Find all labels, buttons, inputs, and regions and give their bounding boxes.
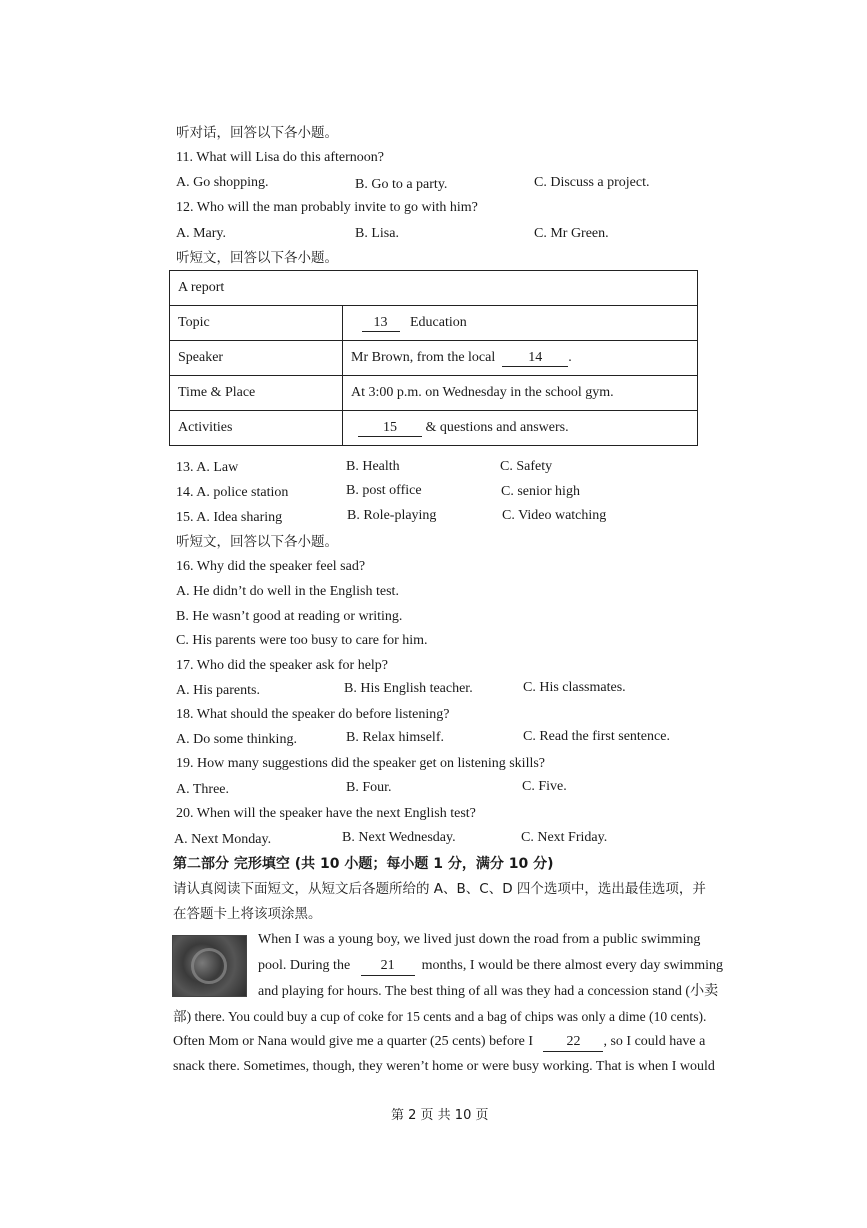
question-19-stem: 19. How many suggestions did the speaker get on listening skills? xyxy=(176,756,546,771)
passage-line-6: snack there. Sometimes, though, they weren’t home or were busy working. That is when I would xyxy=(173,1059,715,1074)
speaker-before: Mr Brown, from the local xyxy=(351,349,496,365)
question-11-option-a: A. Go shopping. xyxy=(176,175,269,190)
question-12-stem: 12. Who will the man probably invite to go with him? xyxy=(176,200,478,215)
table-row xyxy=(170,271,698,306)
question-15-option-b: B. Role-playing xyxy=(347,508,437,523)
speaker-after: . xyxy=(568,349,572,365)
question-17-stem: 17. Who did the speaker ask for help? xyxy=(176,658,389,673)
question-15-option-a: 15. A. Idea sharing xyxy=(176,510,283,525)
question-14-option-c: C. senior high xyxy=(501,484,580,499)
question-17-option-c: C. His classmates. xyxy=(523,680,626,695)
table-value-topic xyxy=(343,306,698,341)
passage-line-2 xyxy=(258,957,723,976)
page-number: 第 2 页 共 10 页 xyxy=(391,1108,489,1123)
passage-line-1: When I was a young boy, we lived just down the road from a public swimming xyxy=(258,932,701,947)
question-20-option-a: A. Next Monday. xyxy=(174,832,272,847)
question-13-option-b: B. Health xyxy=(346,459,400,474)
passage-line-2-b: months, I would be there almost every day swimming xyxy=(421,958,723,973)
question-20-option-c: C. Next Friday. xyxy=(521,830,608,845)
part2-instruction-line2: 在答题卡上将该项涂黑。 xyxy=(173,906,322,922)
question-11-option-c: C. Discuss a project. xyxy=(534,175,650,190)
topic-after: Education xyxy=(410,314,467,330)
blank-15: 15 xyxy=(358,420,422,437)
question-11-option-b: B. Go to a party. xyxy=(355,177,448,192)
question-19-option-b: B. Four. xyxy=(346,780,392,795)
activities-after: & questions and answers. xyxy=(425,419,569,435)
question-12-option-b: B. Lisa. xyxy=(355,226,399,241)
question-12-option-a: A. Mary. xyxy=(176,226,227,241)
blank-13: 13 xyxy=(362,315,400,332)
question-18-stem: 18. What should the speaker do before listening? xyxy=(176,707,450,722)
question-16-option-c: C. His parents were too busy to care for him. xyxy=(176,633,428,648)
table-row xyxy=(170,341,698,376)
question-16-option-b: B. He wasn’t good at reading or writing. xyxy=(176,609,403,624)
question-20-stem: 20. When will the speaker have the next English test? xyxy=(176,806,476,821)
question-18-option-a: A. Do some thinking. xyxy=(176,732,297,747)
passage-line-3: and playing for hours. The best thing of all was they had a concession stand (小卖 xyxy=(258,984,719,999)
question-17-option-a: A. His parents. xyxy=(176,683,260,698)
part2-title: 第二部分 完形填空 (共 10 小题；每小题 1 分，满分 10 分) xyxy=(173,856,554,872)
question-13-option-a: 13. A. Law xyxy=(176,460,239,475)
question-19-option-a: A. Three. xyxy=(176,782,229,797)
table-value-speaker xyxy=(343,341,698,376)
passage-line-5 xyxy=(173,1033,705,1052)
part2-instruction-line1: 请认真阅读下面短文，从短文后各题所给的 A、B、C、D 四个选项中，选出最佳选项，并 xyxy=(173,881,706,897)
table-row xyxy=(170,306,698,341)
table-label-activities: Activities xyxy=(170,411,343,446)
question-19-option-c: C. Five. xyxy=(522,779,567,794)
passage-instruction-1: 听短文，回答以下各小题。 xyxy=(176,250,338,266)
question-16-option-a: A. He didn’t do well in the English test. xyxy=(176,584,399,599)
question-14-option-a: 14. A. police station xyxy=(176,485,289,500)
table-label-time-place: Time & Place xyxy=(170,376,343,411)
table-title: A report xyxy=(170,271,698,306)
table-value-time-place: At 3:00 p.m. on Wednesday in the school gym. xyxy=(343,376,698,411)
question-20-option-b: B. Next Wednesday. xyxy=(342,830,456,845)
question-14-option-b: B. post office xyxy=(346,483,422,498)
question-18-option-b: B. Relax himself. xyxy=(346,730,444,745)
passage-illustration xyxy=(172,935,247,997)
table-row xyxy=(170,376,698,411)
passage-line-4: 部) there. You could buy a cup of coke for 15 cents and a bag of chips was only a dime (10 cents). xyxy=(173,1009,707,1024)
table-label-speaker: Speaker xyxy=(170,341,343,376)
question-15-option-c: C. Video watching xyxy=(502,508,607,523)
blank-14: 14 xyxy=(502,350,568,367)
passage-line-5-a: Often Mom or Nana would give me a quarter (25 cents) before I xyxy=(173,1034,533,1049)
passage-instruction-2: 听短文，回答以下各小题。 xyxy=(176,534,338,550)
blank-22: 22 xyxy=(543,1033,603,1052)
passage-line-2-a: pool. During the xyxy=(258,958,351,973)
question-17-option-b: B. His English teacher. xyxy=(344,681,473,696)
table-label-topic: Topic xyxy=(170,306,343,341)
table-value-activities xyxy=(343,411,698,446)
passage-line-5-b: , so I could have a xyxy=(603,1034,706,1049)
question-18-option-c: C. Read the first sentence. xyxy=(523,729,670,744)
question-13-option-c: C. Safety xyxy=(500,459,553,474)
table-row xyxy=(170,411,698,446)
report-table xyxy=(169,270,698,446)
question-16-stem: 16. Why did the speaker feel sad? xyxy=(176,559,366,574)
question-12-option-c: C. Mr Green. xyxy=(534,226,609,241)
dialogue-instruction: 听对话，回答以下各小题。 xyxy=(176,125,338,141)
blank-21: 21 xyxy=(361,957,415,976)
question-11-stem: 11. What will Lisa do this afternoon? xyxy=(176,150,385,165)
